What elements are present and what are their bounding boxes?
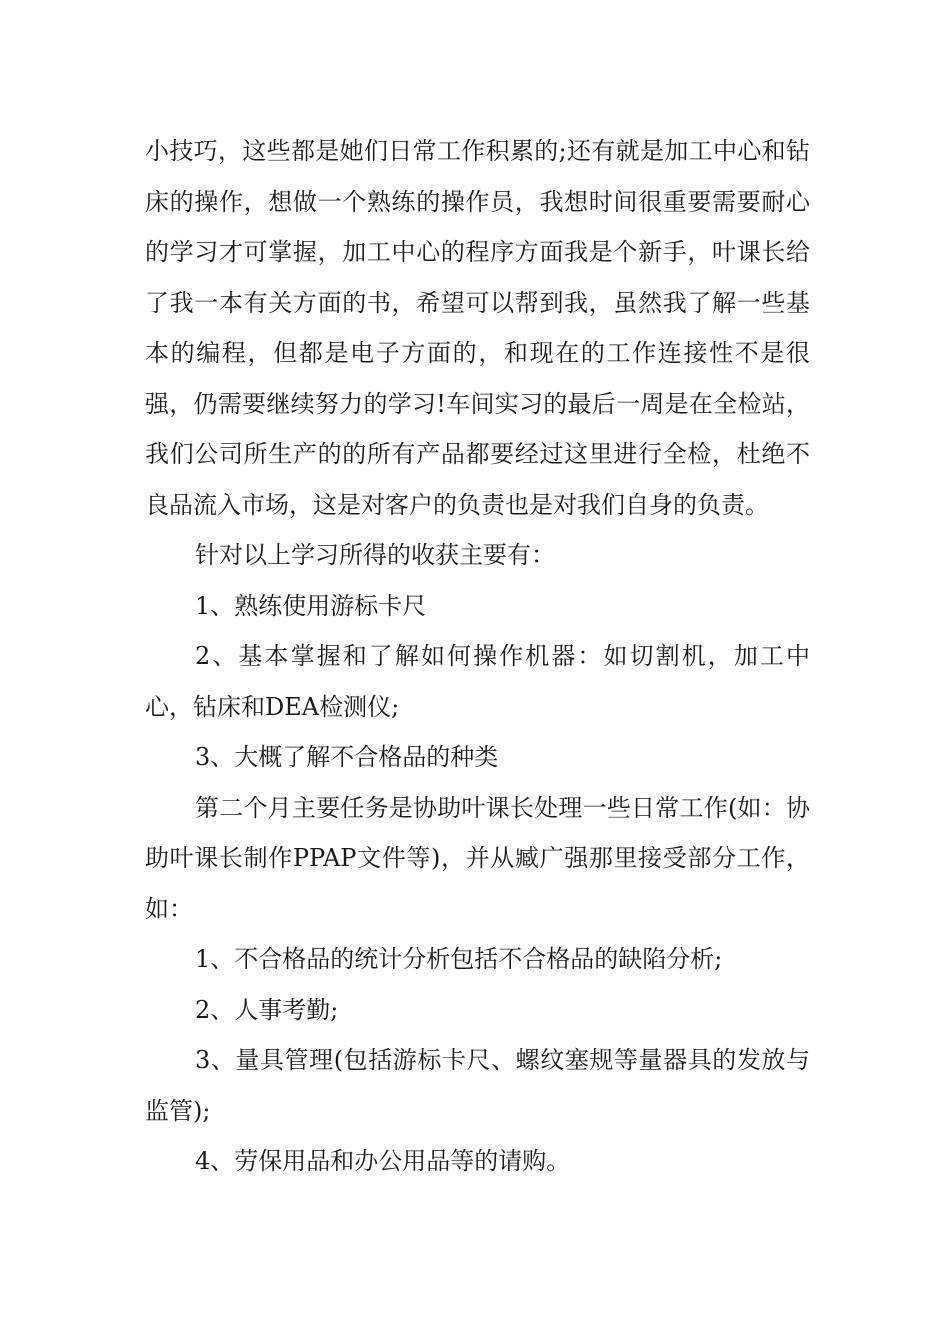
paragraph-second-month: 第二个月主要任务是协助叶课长处理一些日常工作(如：协助叶课长制作PPAP文件等)，并从臧广强那里接受部分工作，如： [145, 793, 810, 923]
task-item-purchasing: 4、劳保用品和办公用品等的请购。 [195, 1147, 571, 1175]
paragraph-continuation: 小技巧，这些都是她们日常工作积累的;还有就是加工中心和钻床的操作，想做一个熟练的操作员，我想时间很重要需要耐心的学习才可掌握，加工中心的程序方面我是个新手，叶课长给了我一本有关方面的书，希望可以帮到我，虽然我了解一些基本的编程，但都是电子方面的，和现在的工作连接性不是很强，仍需要继续努力的学习!车间实习的最后一周是在全检站，我们公司所生产的的所有产品都要经过这里进行全检，杜绝不良品流入市场，这是对客户的负责也是对我们自身的负责。 [145, 137, 810, 519]
list-item-defect-types: 3、大概了解不合格品的种类 [195, 743, 499, 771]
list-item-machines: 2、基本掌握和了解如何操作机器：如切割机，加工中心，钻床和DEA检测仪; [145, 642, 810, 721]
list-item-caliper: 1、熟练使用游标卡尺 [195, 591, 427, 620]
document-body [145, 126, 810, 1187]
paragraph-summary-intro: 针对以上学习所得的收获主要有： [195, 541, 555, 569]
task-item-attendance: 2、人事考勤; [195, 995, 339, 1024]
task-item-defect-analysis: 1、不合格品的统计分析包括不合格品的缺陷分析; [195, 945, 723, 973]
task-item-gauge-management: 3、量具管理(包括游标卡尺、螺纹塞规等量器具的发放与监管); [145, 1046, 810, 1125]
